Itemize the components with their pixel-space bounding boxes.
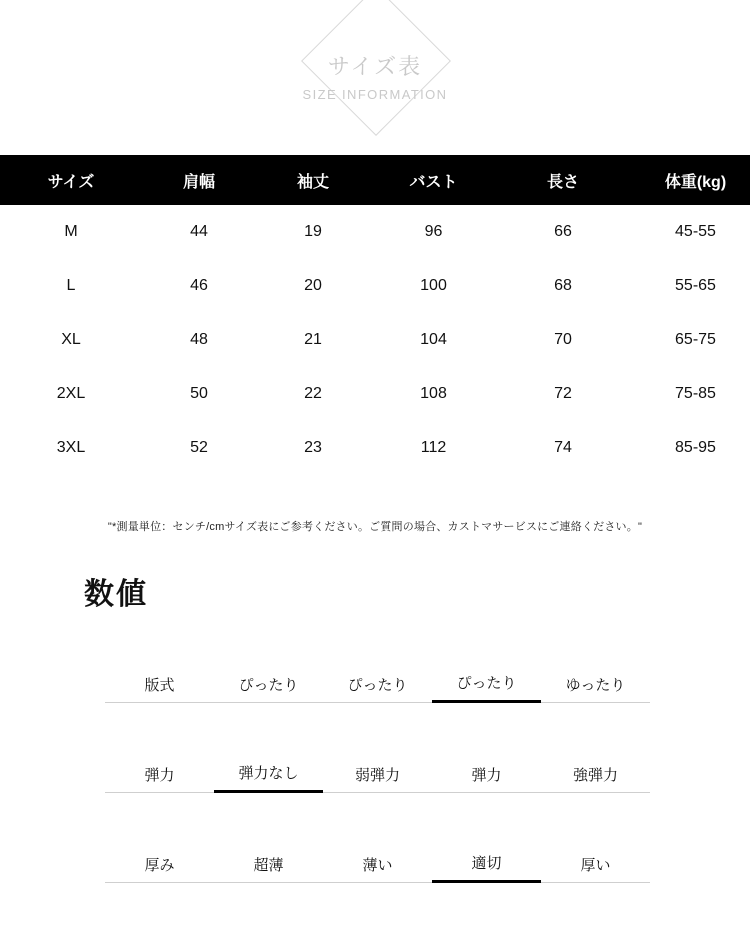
attribute-scale-list [0, 637, 750, 883]
page-title: サイズ表 [327, 54, 423, 79]
attribute-label: 版式 [105, 674, 214, 703]
table-cell: 20 [304, 277, 322, 294]
table-cell: 65-75 [675, 331, 716, 348]
table-row [0, 259, 750, 313]
attribute-option[interactable]: 弱弾力 [323, 764, 432, 793]
attribute-option[interactable]: 強弾力 [541, 764, 650, 793]
table-cell: 48 [190, 331, 208, 348]
table-cell: 75-85 [675, 385, 716, 402]
attribute-option[interactable]: ぴったり [323, 674, 432, 703]
table-cell: 74 [554, 439, 572, 456]
table-header-cell: 肩幅 [142, 155, 256, 205]
table-cell: L [66, 277, 76, 294]
attribute-row-elasticity [105, 727, 650, 793]
table-cell: 72 [554, 385, 572, 402]
table-row [0, 367, 750, 421]
table-cell: 44 [190, 223, 208, 240]
table-cell: 52 [190, 439, 208, 456]
table-row [0, 205, 750, 259]
attribute-option[interactable]: 超薄 [214, 854, 323, 883]
attribute-option[interactable]: ゆったり [541, 674, 650, 703]
table-header-cell: サイズ [0, 155, 142, 205]
table-header-row [0, 155, 750, 205]
table-cell: 108 [420, 385, 447, 402]
title-block [0, 52, 750, 106]
numeric-section-title: 数値 [84, 578, 148, 611]
attribute-label: 厚み [105, 854, 214, 883]
measurement-note: "*測量単位：センチ/cmサイズ表にご参考ください。ご質問の場合、カストマサービスにご連絡ください。" [107, 521, 643, 533]
table-cell: 45-55 [675, 223, 716, 240]
table-cell: 100 [420, 277, 447, 294]
attribute-row-fit [105, 637, 650, 703]
table-cell: 68 [554, 277, 572, 294]
table-header-cell: 袖丈 [256, 155, 370, 205]
attribute-option[interactable]: ぴったり [214, 674, 323, 703]
attribute-option[interactable]: 弾力 [432, 764, 541, 793]
table-cell: 70 [554, 331, 572, 348]
table-cell: 85-95 [675, 439, 716, 456]
table-cell: 66 [554, 223, 572, 240]
attribute-label: 弾力 [105, 764, 214, 793]
table-header-cell: バスト [370, 155, 497, 205]
attribute-option-selected[interactable]: ぴったり [432, 672, 541, 703]
table-header-cell: 体重(kg) [629, 155, 750, 205]
table-row [0, 421, 750, 475]
attribute-option-selected[interactable]: 適切 [432, 852, 541, 883]
table-cell: 50 [190, 385, 208, 402]
table-cell: 104 [420, 331, 447, 348]
table-cell: XL [61, 331, 81, 348]
table-header-cell: 長さ [497, 155, 629, 205]
table-cell: 22 [304, 385, 322, 402]
table-cell: 46 [190, 277, 208, 294]
table-cell: 23 [304, 439, 322, 456]
table-cell: 55-65 [675, 277, 716, 294]
header [0, 0, 750, 155]
table-cell: 96 [424, 223, 443, 240]
attribute-row-thickness [105, 817, 650, 883]
attribute-option-selected[interactable]: 弾力なし [214, 762, 323, 793]
table-cell: 112 [420, 439, 447, 456]
table-row [0, 313, 750, 367]
table-cell: 21 [304, 331, 322, 348]
table-cell: 19 [304, 223, 322, 240]
attribute-option[interactable]: 厚い [541, 854, 650, 883]
attribute-option[interactable]: 薄い [323, 854, 432, 883]
page-subtitle: SIZE INFORMATION [302, 87, 448, 102]
table-cell: 3XL [56, 439, 86, 456]
table-cell: M [64, 223, 78, 240]
table-cell: 2XL [56, 385, 86, 402]
size-table [0, 155, 750, 475]
